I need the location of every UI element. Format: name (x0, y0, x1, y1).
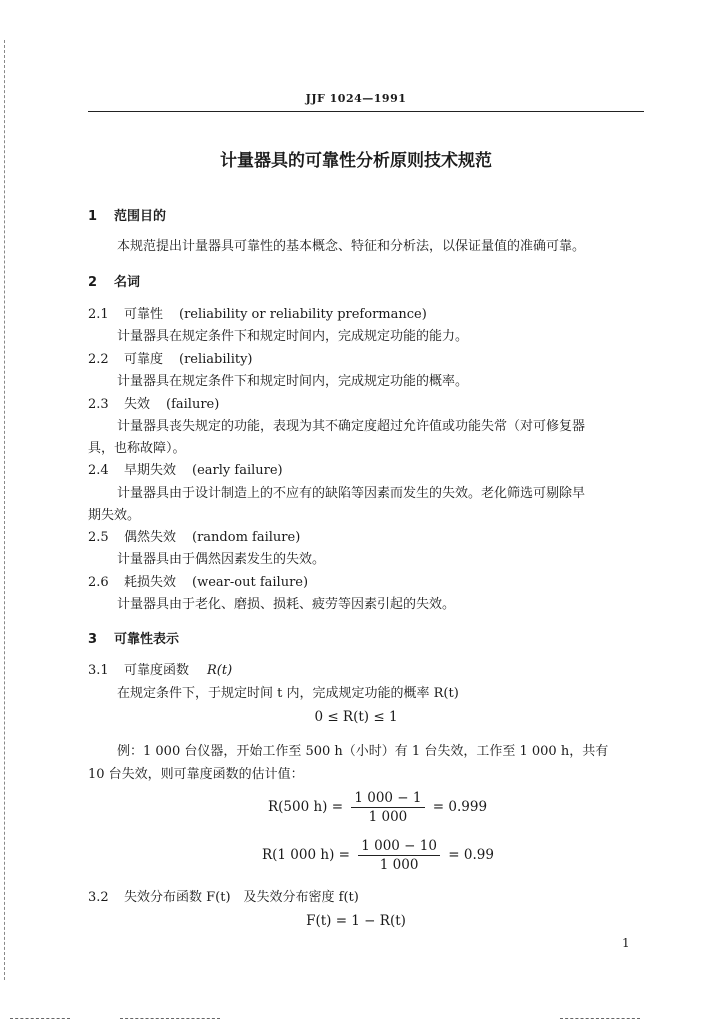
subsection-symbol: R(t) (207, 663, 233, 678)
term-2-2-heading (88, 348, 253, 367)
term-zh: 偶然失效 (124, 530, 177, 545)
scan-edge-bottom-mid (120, 1018, 220, 1019)
term-2-4-definition-line-1: 计量器具由于设计制造上的不应有的缺陷等因素而发生的失效。老化筛选可剔除早 (117, 486, 586, 501)
subsection-title: 失效分布函数 F(t) 及失效分布密度 f(t) (124, 890, 359, 905)
document-code: JJF 1024—1991 (305, 92, 407, 105)
subsection-number: 3.1 (88, 663, 109, 678)
term-2-2-definition: 计量器具在规定条件下和规定时间内，完成规定功能的概率。 (117, 374, 469, 389)
term-en: (reliability) (179, 352, 253, 367)
term-en: (reliability or reliability preformance) (179, 307, 427, 322)
term-2-5-definition: 计量器具由于偶然因素发生的失效。 (117, 552, 326, 567)
formula-fraction (358, 838, 440, 873)
scan-edge-bottom-right (560, 1018, 640, 1019)
term-number: 2.3 (88, 397, 109, 412)
document-title: 计量器具的可靠性分析原则技术规范 (220, 151, 492, 171)
term-2-5-heading (88, 526, 300, 545)
fraction-numerator: 1 000 − 10 (358, 838, 440, 856)
formula-reliability-range: 0 ≤ R(t) ≤ 1 (314, 709, 398, 725)
example-line-2: 10 台失效，则可靠度函数的估计值： (88, 767, 304, 782)
term-number: 2.2 (88, 352, 109, 367)
term-2-6-heading (88, 571, 308, 590)
section-number: 2 (88, 275, 98, 290)
section-2-heading (88, 271, 140, 290)
term-2-1-heading (88, 303, 427, 322)
term-2-4-heading (88, 459, 283, 478)
example-line-1: 例：1 000 台仪器，开始工作至 500 h（小时）有 1 台失效，工作至 1 000 h，共有 (117, 744, 609, 759)
term-2-1-definition: 计量器具在规定条件下和规定时间内，完成规定功能的能力。 (117, 329, 469, 344)
term-2-3-definition-line-2: 具，也称故障）。 (88, 441, 186, 456)
term-zh: 早期失效 (124, 463, 177, 478)
scan-edge-bottom-left (10, 1018, 70, 1019)
formula-failure-distribution: F(t) = 1 − R(t) (306, 913, 406, 929)
term-zh: 可靠性 (124, 307, 164, 322)
formula-rhs: = 0.99 (448, 847, 494, 863)
header-rule (88, 111, 644, 112)
term-number: 2.4 (88, 463, 109, 478)
term-2-3-heading (88, 393, 219, 412)
term-zh: 可靠度 (124, 352, 164, 367)
term-number: 2.5 (88, 530, 109, 545)
section-title: 可靠性表示 (114, 632, 180, 647)
section-1-body: 本规范提出计量器具可靠性的基本概念、特征和分析法，以保证量值的准确可靠。 (117, 239, 586, 254)
term-number: 2.6 (88, 575, 109, 590)
subsection-title: 可靠度函数 (124, 663, 190, 678)
subsection-3-2-heading (88, 886, 359, 905)
term-2-6-definition: 计量器具由于老化、磨损、损耗、疲劳等因素引起的失效。 (117, 597, 456, 612)
term-en: (early failure) (192, 463, 283, 478)
subsection-3-1-body: 在规定条件下，于规定时间 t 内，完成规定功能的概率 R(t) (117, 686, 459, 701)
fraction-numerator: 1 000 − 1 (351, 790, 424, 808)
page-number: 1 (622, 936, 630, 950)
formula-rhs: = 0.999 (432, 799, 488, 815)
formula-r-500h (268, 790, 487, 825)
term-en: (wear-out failure) (192, 575, 309, 590)
subsection-number: 3.2 (88, 890, 109, 905)
formula-r-1000h (262, 838, 494, 873)
section-title: 名词 (114, 275, 141, 290)
section-title: 范围目的 (114, 209, 167, 224)
term-zh: 耗损失效 (124, 575, 177, 590)
section-number: 1 (88, 209, 98, 224)
section-1-heading (88, 205, 166, 224)
term-zh: 失效 (124, 397, 151, 412)
term-en: (random failure) (192, 530, 301, 545)
section-3-heading (88, 628, 179, 647)
fraction-denominator: 1 000 (368, 809, 408, 825)
term-2-3-definition-line-1: 计量器具丧失规定的功能，表现为其不确定度超过允许值或功能失常（对可修复器 (117, 419, 586, 434)
formula-lhs: R(1 000 h) = (262, 847, 350, 863)
fraction-denominator: 1 000 (379, 857, 419, 873)
scan-edge-left (4, 40, 5, 980)
term-2-4-definition-line-2: 期失效。 (88, 508, 141, 523)
term-en: (failure) (166, 397, 220, 412)
formula-lhs: R(500 h) = (268, 799, 344, 815)
formula-fraction (351, 790, 424, 825)
section-number: 3 (88, 632, 98, 647)
subsection-3-1-heading (88, 659, 232, 678)
term-number: 2.1 (88, 307, 109, 322)
